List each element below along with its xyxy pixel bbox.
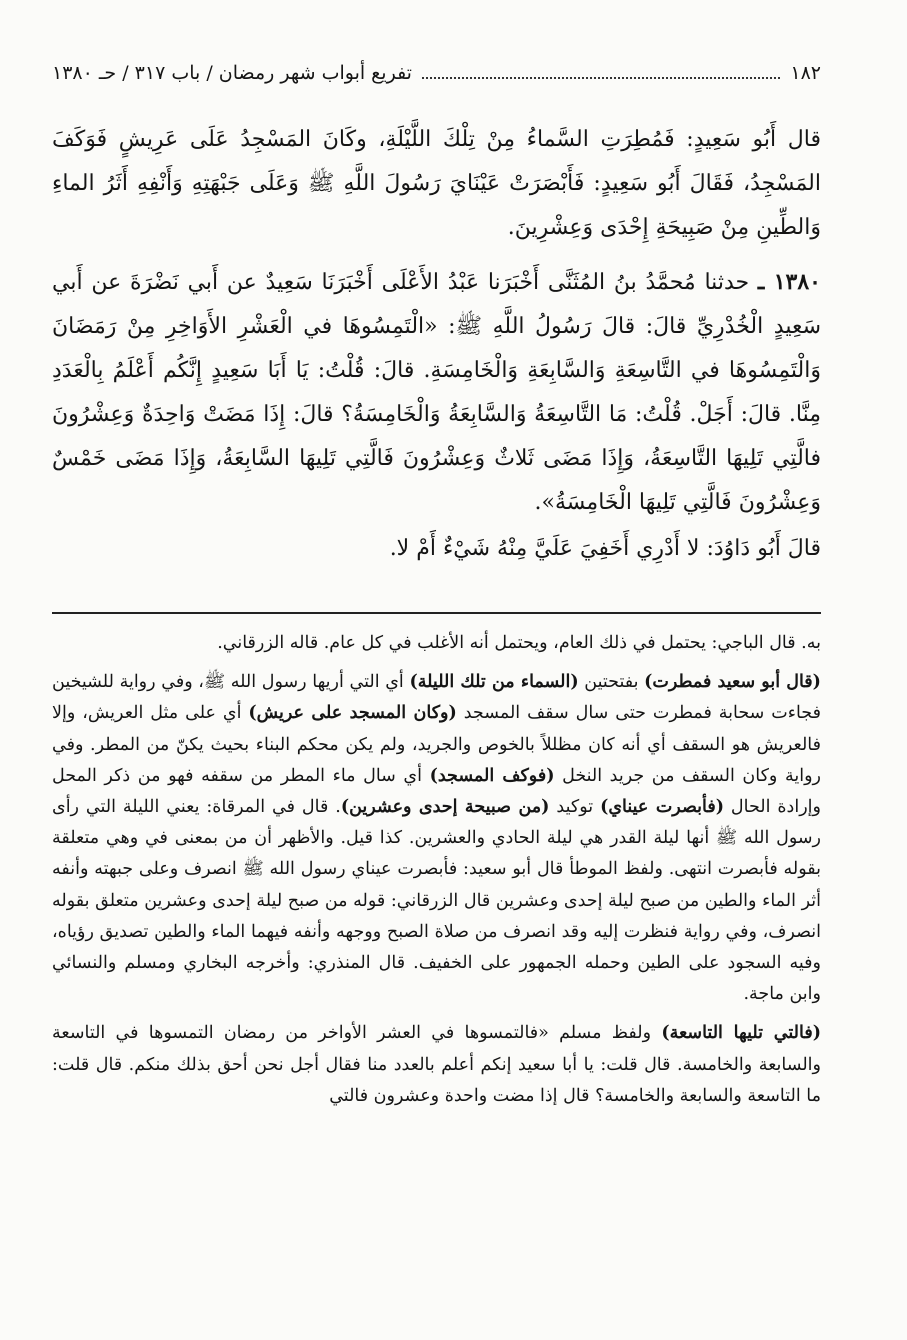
lemma: (قال أبو سعيد فمطرت) [644, 672, 821, 693]
lemma: (من صبيحة إحدى وعشرين) [340, 797, 550, 818]
hadith-number: ١٣٨٠ ـ [757, 269, 821, 295]
commentary [52, 628, 821, 1112]
gloss: أي على مثل العريش، وإلا فالعريش هو السقف أي أنه كان مظللاً بالخوص والجريد، ولم يكن محكم البناء بحيث يكنّ من المطر. وفي رواية وكان السقف من جريد النخل [52, 703, 821, 786]
gloss: ولفظ مسلم «فالتمسوها في العشر الأواخر من رمضان التمسوها في التاسعة والسابعة والخامسة. قال قلت: يا أبا سعيد إنكم أعلم بالعدد منا فقال أجل نحن أحق بذلك منكم. قال قلت: ما التاسعة والسابعة والخامسة؟ قال إذا مضت واحدة وعشرون فالتي [52, 1023, 821, 1106]
lemma: (السماء من تلك الليلة) [409, 672, 579, 693]
lemma: (فالتي تليها التاسعة) [661, 1023, 821, 1044]
book-page [52, 0, 821, 1340]
paragraph-abu-dawud: قالَ أَبُو دَاوُدَ: لا أَدْرِي أَخَفِيَ عَلَيَّ مِنْهُ شَيْءٌ أَمْ لا. [389, 536, 821, 561]
lemma: (فوكف المسجد) [429, 765, 555, 786]
gloss: أي سال ماء المطر من سقفه فهو من ذكر المحل وإرادة الحال [52, 765, 821, 818]
footnote-divider [52, 612, 821, 614]
main-text [52, 118, 821, 573]
page-number: ١٨٢ [790, 62, 821, 84]
gloss: بفتحتين [584, 672, 639, 693]
commentary-para-1: به. قال الباجي: يحتمل في ذلك العام، ويحتمل أنه الأغلب في كل عام. قاله الزرقاني. [217, 633, 821, 653]
running-header [52, 62, 821, 92]
paragraph-abu-said: قال أَبُو سَعِيدٍ: فَمُطِرَتِ السَّماءُ مِنْ تِلْكَ اللَّيْلَةِ، وكَانَ المَسْجِدُ عَلَى عَرِيشٍ فَوَكَفَ المَسْجِدُ، فَقَالَ أَبُو سَعِيدٍ: فَأَبْصَرَتْ عَيْنَايَ رَسُولَ اللَّهِ ﷺ وَعَلَى جَبْهَتِهِ وَأَنْفِهِ أَثَرُ الماءِ وَالطِّينِ مِنْ صَبِيحَةِ إِحْدَى وَعِشْرِينَ. [52, 127, 821, 240]
commentary-para-2 [52, 667, 821, 1010]
dotted-leader [422, 63, 780, 79]
hadith-1380 [52, 260, 821, 525]
running-title: تفريع أبواب شهر رمضان / باب ٣١٧ / حـ ١٣٨٠ [52, 62, 412, 84]
hadith-text: حدثنا مُحمَّدُ بنُ المُثَنَّى أَخْبَرَنا عَبْدُ الأَعْلَى أَخْبَرَنَا سَعِيدٌ عن أَبي نَضْرَةَ عن أَبي سَعِيدٍ الْخُدْرِيِّ قالَ: قالَ رَسُولُ اللَّهِ ﷺ: «الْتَمِسُوهَا في الْعَشْرِ الأَوَاخِرِ مِنْ رَمَضَانَ وَالْتَمِسُوهَا في التَّاسِعَةِ وَالسَّابِعَةِ وَالْخَامِسَةِ. قالَ: قُلْتُ: يَا أَبَا سَعِيدٍ إِنَّكُم أَعْلَمُ بِالْعَدَدِ مِنَّا. قالَ: أَجَلْ. قُلْتُ: مَا التَّاسِعَةُ وَالسَّابِعَةُ وَالْخَامِسَةُ؟ قالَ: إِذَا مَضَتْ وَاحِدَةٌ وَعِشْرُونَ فالَّتِي تَلِيهَا التَّاسِعَةُ، وَإِذَا مَضَى ثَلاثٌ وَعِشْرُونَ فَالَّتِي تَلِيهَا السَّابِعَةُ، وَإِذَا مَضَى خَمْسٌ وَعِشْرُونَ فَالَّتِي تَلِيهَا الْخَامِسَةُ». [52, 270, 821, 515]
gloss: توكيد [556, 797, 594, 818]
gloss: . قال في المرقاة: يعني الليلة التي رأى رسول الله ﷺ أنها ليلة القدر هي ليلة الحادي والعشرين. كذا قيل. والأظهر أن من بمعنى في وهي متعلقة بقوله فأبصرت انتهى. ولفظ الموطأ قال أبو سعيد: فأبصرت عيناي رسول الله ﷺ انصرف وعلى جبهته وأنفه أثر الماء والطين من صبح ليلة إحدى وعشرين قال الزرقاني: قوله من صبح ليلة إحدى وعشرين متعلق بقوله انصرف، وفي رواية فنظرت إليه وقد انصرف من صلاة الصبح ووجهه وأنفه فيهما الماء والطين تصديق رؤياه، وفيه السجود على الطين وحمله الجمهور على الخفيف. قال المنذري: وأخرجه البخاري ومسلم والنسائي وابن ماجة. [52, 797, 821, 1005]
lemma: (فأبصرت عيناي) [600, 797, 724, 818]
gloss: أي التي أريها رسول الله ﷺ، وفي رواية للشيخين فجاءت سحابة فمطرت حتى سال سقف المسجد [52, 672, 821, 724]
lemma: (وكان المسجد على عريش) [248, 703, 457, 724]
commentary-para-3 [52, 1018, 821, 1112]
